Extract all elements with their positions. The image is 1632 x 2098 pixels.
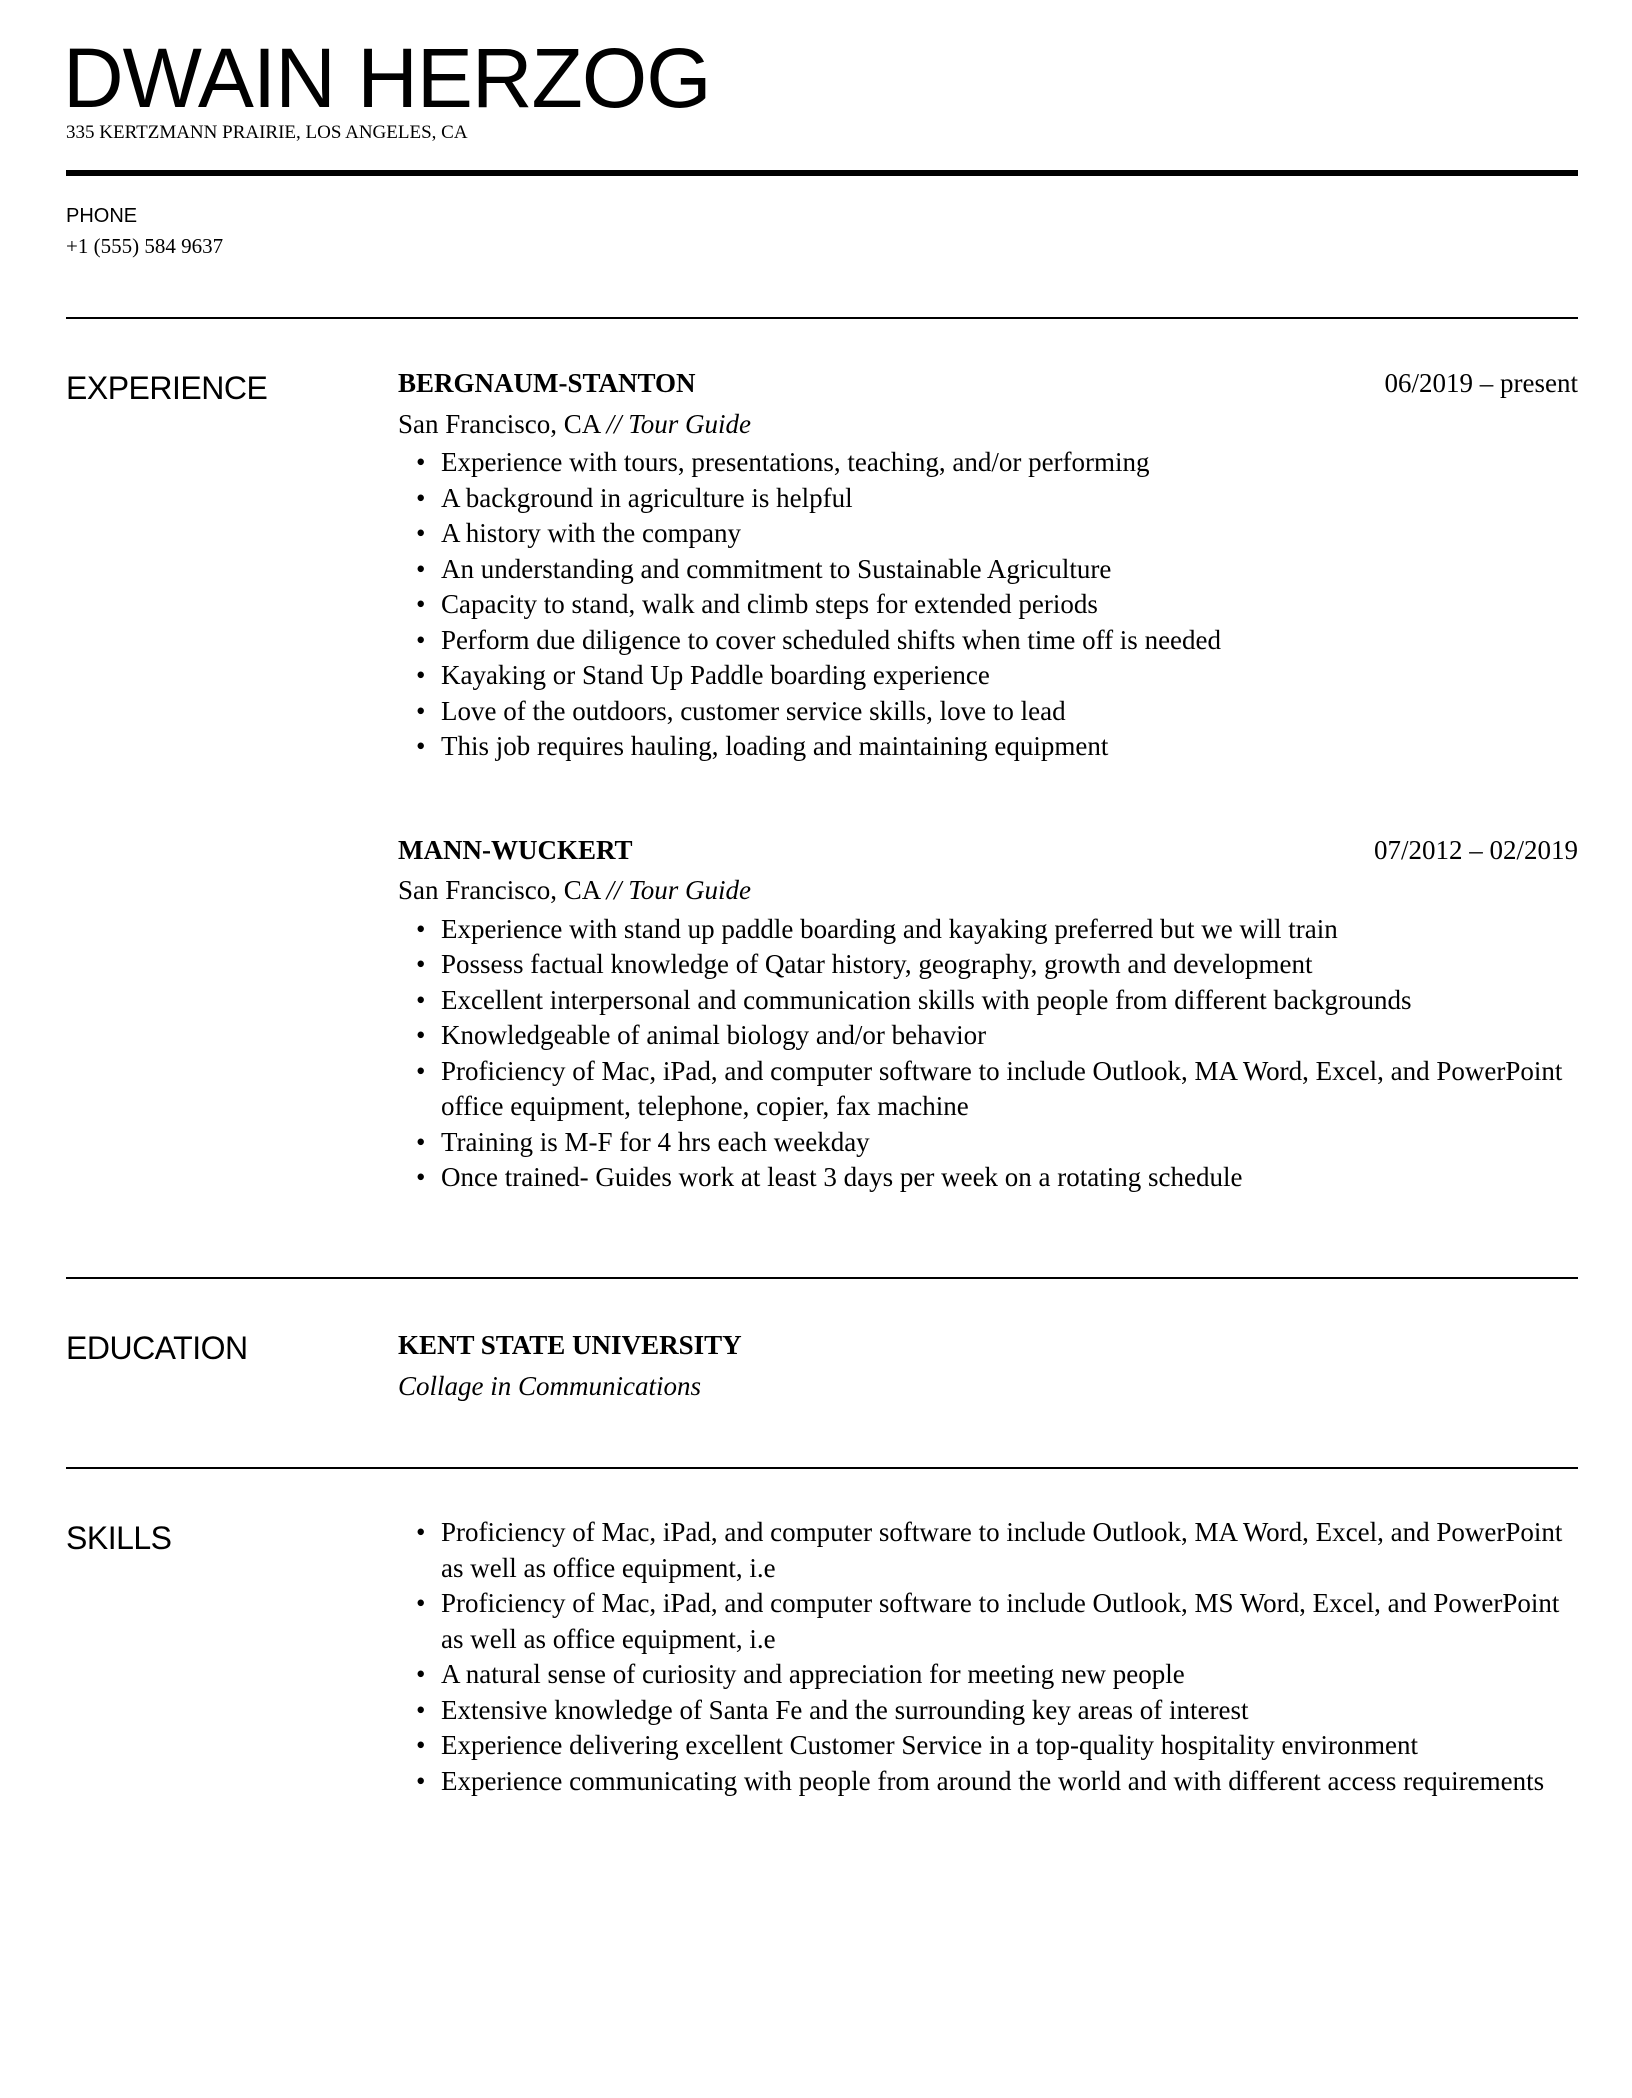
header-divider	[66, 170, 1578, 176]
separator: //	[606, 408, 622, 439]
candidate-name: DWAIN HERZOG	[63, 31, 711, 125]
section-title-skills: SKILLS	[66, 1520, 172, 1556]
divider	[66, 317, 1578, 319]
company-name: MANN-WUCKERT	[398, 834, 633, 865]
list-item: • An understanding and commitment to Sustainable Agriculture	[441, 552, 1578, 588]
address: 335 KERTZMANN PRAIRIE, LOS ANGELES, CA	[66, 122, 468, 143]
job-role: Tour Guide	[628, 408, 752, 439]
job-role: Tour Guide	[628, 875, 752, 905]
list-item: • Experience with tours, presentations, teaching, and/or performing	[441, 445, 1578, 481]
separator: //	[606, 875, 622, 905]
divider	[66, 1277, 1578, 1279]
list-item: • Possess factual knowledge of Qatar history, geography, growth and development	[441, 947, 1578, 983]
job-bullets	[398, 912, 1578, 1196]
list-item: • Kayaking or Stand Up Paddle boarding experience	[441, 658, 1578, 694]
list-item: • Love of the outdoors, customer service skills, love to lead	[441, 694, 1578, 730]
job-entry	[398, 833, 1578, 1196]
list-item: • Capacity to stand, walk and climb steps for extended periods	[441, 587, 1578, 623]
list-item: • Experience communicating with people from around the world and with different access requirements	[441, 1764, 1578, 1800]
job-entry	[398, 366, 1578, 765]
list-item: • A natural sense of curiosity and appreciation for meeting new people	[441, 1657, 1578, 1693]
job-bullets	[398, 445, 1578, 765]
job-dates: 07/2012 – 02/2019	[1373, 834, 1578, 865]
list-item: • Perform due diligence to cover scheduled shifts when time off is needed	[441, 623, 1578, 659]
job-location: San Francisco, CA	[398, 408, 600, 439]
list-item: • Knowledgeable of animal biology and/or behavior	[441, 1018, 1578, 1054]
company-name: BERGNAUM-STANTON	[398, 368, 696, 398]
list-item: • Proficiency of Mac, iPad, and computer software to include Outlook, MA Word, Excel, and PowerPoint as well as office equipment, i.e	[441, 1515, 1578, 1586]
section-title-education: EDUCATION	[66, 1330, 248, 1366]
list-item: • A background in agriculture is helpful	[441, 481, 1578, 517]
list-item: • A history with the company	[441, 516, 1578, 552]
section-title-experience: EXPERIENCE	[66, 370, 268, 406]
phone-label: PHONE	[66, 205, 138, 227]
list-item: • Extensive knowledge of Santa Fe and the surrounding key areas of interest	[441, 1693, 1578, 1729]
list-item: • Experience delivering excellent Customer Service in a top-quality hospitality environment	[441, 1728, 1578, 1764]
list-item: • Excellent interpersonal and communication skills with people from different backgrounds	[441, 983, 1578, 1019]
experience-section	[398, 366, 1578, 1196]
skills-list	[398, 1515, 1578, 1799]
list-item: • Training is M-F for 4 hrs each weekday	[441, 1125, 1578, 1161]
job-location: San Francisco, CA	[398, 875, 600, 905]
job-dates: 06/2019 – present	[1384, 368, 1578, 398]
education-section	[398, 1328, 1578, 1404]
list-item: • Experience with stand up paddle boarding and kayaking preferred but we will train	[441, 912, 1578, 948]
degree: Collage in Communications	[398, 1370, 701, 1401]
list-item: • Proficiency of Mac, iPad, and computer software to include Outlook, MA Word, Excel, and PowerPoint office equipment, telephone, copier, fax machine	[441, 1054, 1578, 1125]
school-name: KENT STATE UNIVERSITY	[398, 1330, 742, 1360]
phone-number: +1 (555) 584 9637	[66, 234, 224, 258]
divider	[66, 1467, 1578, 1469]
skills-section	[398, 1515, 1578, 1799]
list-item: • This job requires hauling, loading and maintaining equipment	[441, 729, 1578, 765]
list-item: • Once trained- Guides work at least 3 days per week on a rotating schedule	[441, 1160, 1578, 1196]
list-item: • Proficiency of Mac, iPad, and computer software to include Outlook, MS Word, Excel, and PowerPoint as well as office equipment, i.e	[441, 1586, 1578, 1657]
